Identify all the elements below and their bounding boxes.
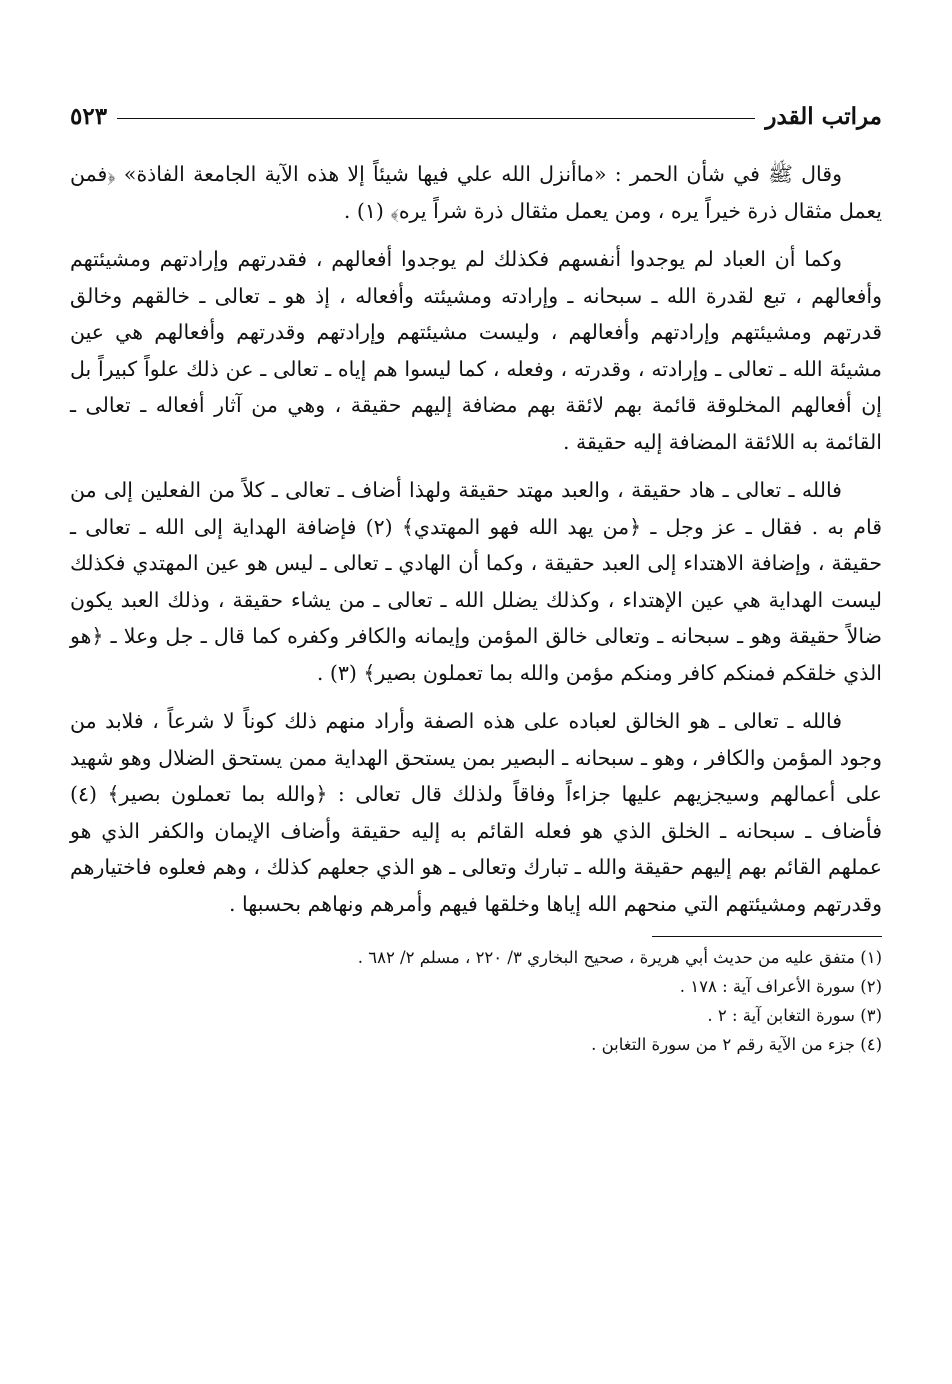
- paragraph: فالله ـ تعالى ـ هاد حقيقة ، والعبد مهتد حقيقة ولهذا أضاف ـ تعالى ـ كلاً من الفعلين إلى من قام به . فقال ـ عز وجل ـ ﴿من يهد الله فهو المهتدي﴾ (٢) فإضافة الهداية إلى الله ـ تعالى ـ حقيقة ، وإضافة الاهتداء إلى العبد حقيقة ، وكما أن الهادي ـ تعالى ـ ليس هو عين المهتدي فكذلك ليست الهداية هي عين الإهتداء ، وكذلك يضلل الله ـ تعالى ـ من يشاء حقيقة ، وذلك العبد يكون ضالاً حقيقة وهو ـ سبحانه ـ وتعالى خالق المؤمن وإيمانه والكافر وكفره كما قال ـ جل وعلا ـ ﴿هو الذي خلقكم فمنكم كافر ومنكم مؤمن والله بما تعملون بصير﴾ (٣) .: [70, 478, 882, 685]
- book-page: [70, 96, 882, 1316]
- footnote: (٤) جزء من الآية رقم ٢ من سورة التغابن .: [591, 1035, 882, 1054]
- running-title: مراتب القدر: [765, 102, 882, 130]
- paragraph: فالله ـ تعالى ـ هو الخالق لعباده على هذه الصفة وأراد منهم ذلك كوناً لا شرعاً ، فلابد من وجود المؤمن والكافر ، وهو ـ سبحانه ـ البصير بمن يستحق الهداية ممن يستحق الضلال وهو شهيد على أعمالهم وسيجزيهم عليها جزاءاً وفاقاً ولذلك قال تعالى : ﴿والله بما تعملون بصير﴾ (٤) فأضاف ـ سبحانه ـ الخلق الذي هو فعله القائم به إليه حقيقة وأضاف الإيمان والكفر الذي هو عملهم القائم بهم إليهم حقيقة والله ـ تبارك وتعالى ـ هو الذي جعلهم كذلك ، وهم فعلوه فاختيارهم وقدرتهم ومشيئتهم التي منحهم الله إياها وخلقها فيهم وأمرهم ونهاهم بحسبها .: [70, 709, 882, 916]
- page-header: [70, 96, 882, 136]
- footnote: (٣) سورة التغابن آية : ٢ .: [707, 1006, 882, 1025]
- header-rule: [117, 118, 755, 119]
- main-text: [70, 156, 882, 922]
- paragraph: وكما أن العباد لم يوجدوا أنفسهم فكذلك لم يوجدوا أفعالهم ، فقدرتهم وإرادتهم ومشيئتهم وأفعالهم ، تبع لقدرة الله ـ سبحانه ـ وإرادته ومشيئته وأفعاله ، إذ هو ـ تعالى ـ خالقهم وخالق قدرتهم ومشيئتهم وإرادتهم وأفعالهم ، وليست مشيئتهم وإرادتهم وقدرتهم وأفعالهم هي عين مشيئة الله ـ تعالى ـ وإرادته ، وقدرته ، وفعله ، كما ليسوا هم إياه ـ تعالى ـ عن ذلك علواً كبيراً بل إن أفعالهم المخلوقة قائمة بهم لائقة بهم مضافة إليهم حقيقة ، وهي من آثار أفعاله ـ تعالى ـ القائمة به اللائقة المضافة إليه حقيقة .: [70, 247, 882, 454]
- paragraph: وقال ﷺ في شأن الحمر : «ماأنزل الله علي فيها شيئاً إلا هذه الآية الجامعة الفاذة» ﴿فمن يعمل مثقال ذرة خيراً يره ، ومن يعمل مثقال ذرة شراً يره﴾ (١) .: [70, 162, 882, 223]
- footnote: (٢) سورة الأعراف آية : ١٧٨ .: [679, 977, 882, 996]
- page-number: ٥٢٣: [70, 102, 108, 130]
- footnote: (١) متفق عليه من حديث أبي هريرة ، صحيح البخاري ٣/ ٢٢٠ ، مسلم ٢/ ٦٨٢ .: [357, 948, 882, 967]
- footnotes: [70, 943, 882, 1059]
- footnote-separator: [652, 936, 882, 937]
